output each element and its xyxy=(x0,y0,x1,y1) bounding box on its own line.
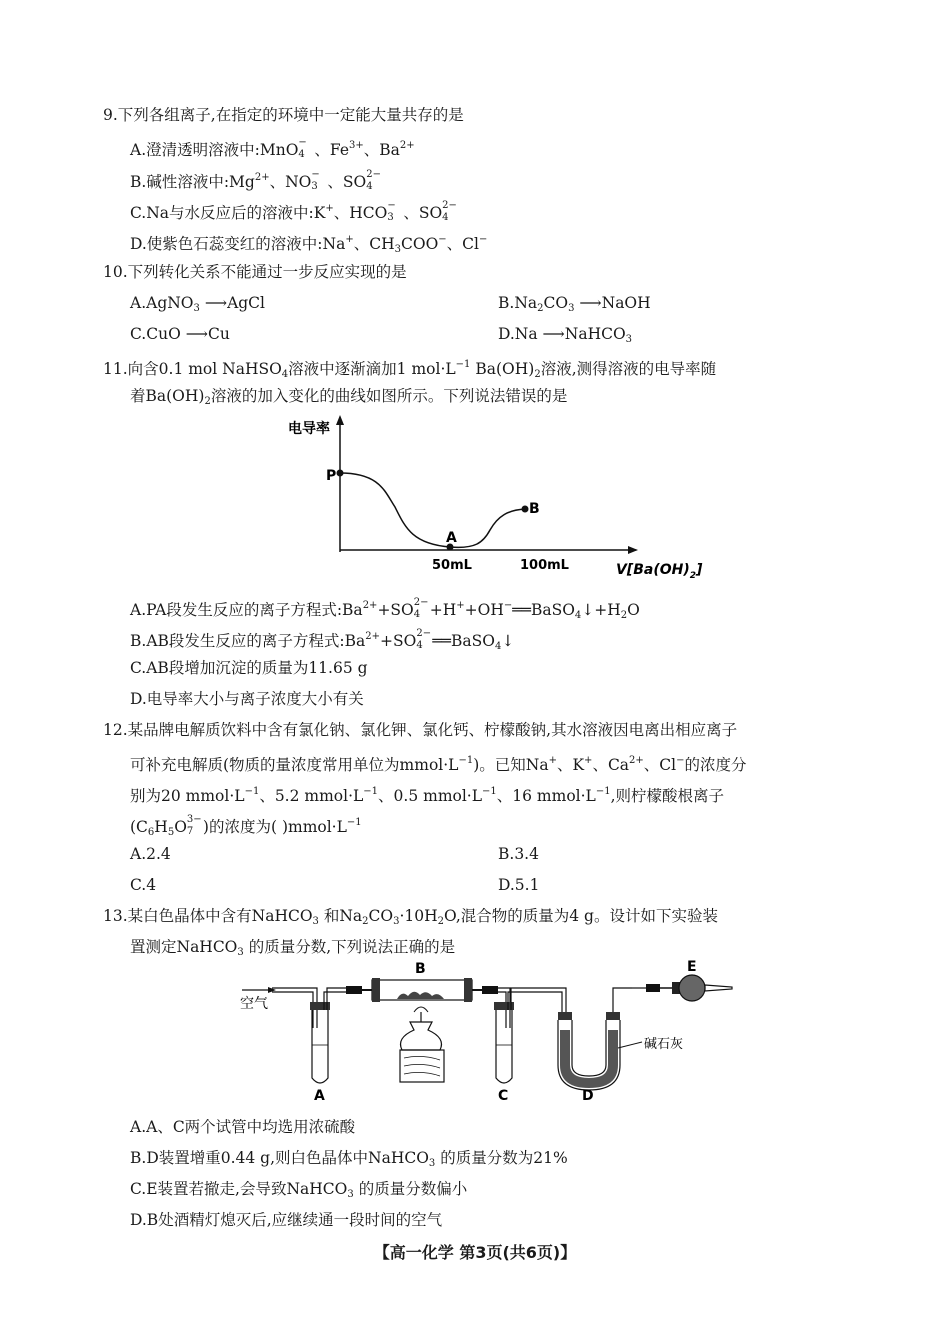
point-p xyxy=(337,470,344,477)
label-b: B xyxy=(415,961,426,977)
q12-stem-line3: 别为20 $mmol\cdot L^{-1}$、5.2 $mmol\cdot L^{-1}$、0.5 $mmol\cdot L^{-1}$、16 $mmol\cdot L^{-1}$,则柠檬酸根离子 xyxy=(130,786,725,805)
tick-50ml: 50mL xyxy=(432,558,472,573)
label-b: B xyxy=(529,501,540,517)
drying-tube-e xyxy=(660,975,732,1001)
q9-option-a: A.澄清透明溶液中:MnO − 4 、$Fe^{3+}$、$Ba^{2+}$ xyxy=(130,137,415,160)
q9-option-c: C.Na与水反应后的溶液中:K+、HCO − 3 、SO 2− 4 xyxy=(130,200,457,223)
q11-option-d: D.电导率大小与离子浓度大小有关 xyxy=(130,690,364,708)
air-label: 空气 xyxy=(240,996,268,1012)
q12-option-a: A.2.4 xyxy=(130,845,171,863)
q12-stem-line1: 12.某品牌电解质饮料中含有氯化钠、氯化钾、氯化钙、柠檬酸钠,其水溶液因电离出相应离子 xyxy=(103,721,738,739)
q10-option-b: $B.Na_2CO_3$ ⟶NaOH xyxy=(498,294,651,314)
q13-option-a: A.A、C两个试管中均选用浓硫酸 xyxy=(130,1118,356,1136)
label-c: C xyxy=(498,1088,509,1104)
test-tube-c xyxy=(494,988,566,1083)
alcohol-lamp xyxy=(401,1007,442,1050)
q11-stem-line1: 11.向含0.1 mol NaHSO$_4$溶液中逐渐滴加1 $mol\cdot L^{-1}$ $Ba(OH)_2$溶液,测得溶液的电导率随 xyxy=(103,359,717,380)
test-tube-a xyxy=(310,988,347,1083)
q12-option-c: C.4 xyxy=(130,876,157,894)
label-e: E xyxy=(687,959,697,975)
label-a: A xyxy=(446,530,457,546)
clamp-2 xyxy=(482,986,498,994)
soda-lime-pointer xyxy=(618,1042,642,1048)
conductivity-curve xyxy=(340,473,525,547)
label-a: A xyxy=(314,1088,325,1104)
label-d: D xyxy=(582,1088,594,1104)
q11-stem-line2: 着$Ba(OH)_2$溶液的加入变化的曲线如图所示。下列说法错误的是 xyxy=(130,387,568,407)
q13-option-c: C.E装置若撤走,会导致NaHCO$_3$ 的质量分数偏小 xyxy=(130,1180,468,1200)
graph-ylabel: 电导率 xyxy=(288,421,330,437)
q12-stem-line2: 可补充电解质(物质的量浓度常用单位为$mmol\cdot L^{-1}$)。已知Na+、K+、$Ca^{2+}$、Cl−的浓度分 xyxy=(130,755,747,774)
tick-100ml: 100mL xyxy=(520,558,569,573)
q13-option-d: D.B处酒精灯熄灭后,应继续通一段时间的空气 xyxy=(130,1211,443,1229)
q12-option-b: B.3.4 xyxy=(498,845,539,863)
x-axis-arrow-icon xyxy=(628,546,638,554)
clamp-3 xyxy=(646,984,660,992)
label-p: P xyxy=(326,468,337,484)
apparatus-diagram xyxy=(232,960,752,1110)
page-footer: 【高一化学 第3页(共6页)】 xyxy=(373,1243,577,1262)
q10-stem: 10.下列转化关系不能通过一步反应实现的是 xyxy=(103,263,407,281)
q12-option-d: D.5.1 xyxy=(498,876,540,894)
q13-stem-line2: 置测定NaHCO$_3$ 的质量分数,下列说法正确的是 xyxy=(130,938,456,958)
point-b xyxy=(522,506,529,513)
soda-lime-label: 碱石灰 xyxy=(644,1037,684,1052)
q9-stem: 9.下列各组离子,在指定的环境中一定能大量共存的是 xyxy=(103,106,464,124)
q10-option-d: D.Na ⟶NaHCO$_3$ xyxy=(498,325,633,345)
graph-xlabel: $V[Ba(OH)_2]$ xyxy=(616,562,703,581)
y-axis-arrow-icon xyxy=(336,415,344,425)
tube-b xyxy=(372,978,472,1002)
q13-stem-line1: 13.某白色晶体中含有NaHCO$_3$ 和$Na_2CO_3\cdot 10H_2O$,混合物的质量为4 g。设计如下实验装 xyxy=(103,907,718,927)
q13-option-b: B.D装置增重0.44 g,则白色晶体中NaHCO$_3$ 的质量分数为21% xyxy=(130,1149,568,1169)
q12-stem-line4: ($C_6H_5O$ 3− 7 )的浓度为( )$mmol\cdot L^{-1}$ xyxy=(130,814,362,838)
q9-option-d: D.使紫色石蕊变红的溶液中:Na+、$CH_3COO^-$、Cl− xyxy=(130,234,488,255)
wood-block xyxy=(400,1050,444,1082)
q10-option-c: C.CuO ⟶Cu xyxy=(130,325,230,343)
q10-option-a: A.AgNO$_3$ ⟶AgCl xyxy=(130,294,265,314)
q11-option-b: B.AB段发生反应的离子方程式$:Ba^{2+}+SO$ 2− 4 ══BaSO$_4$↓ xyxy=(130,628,515,652)
conductivity-graph xyxy=(288,412,710,584)
q11-option-a: A.PA段发生反应的离子方程式$:Ba^{2+}+SO$ 2− 4 $+H^++OH^-══BaSO_4↓+H_2O$ xyxy=(130,597,640,621)
q11-option-c: C.AB段增加沉淀的质量为11.65 g xyxy=(130,659,368,677)
clamp-1 xyxy=(346,986,362,994)
u-tube-d xyxy=(558,988,632,1090)
q9-option-b: B.碱性溶液中$:Mg^{2+}$、NO − 3 、SO 2− 4 xyxy=(130,169,381,192)
